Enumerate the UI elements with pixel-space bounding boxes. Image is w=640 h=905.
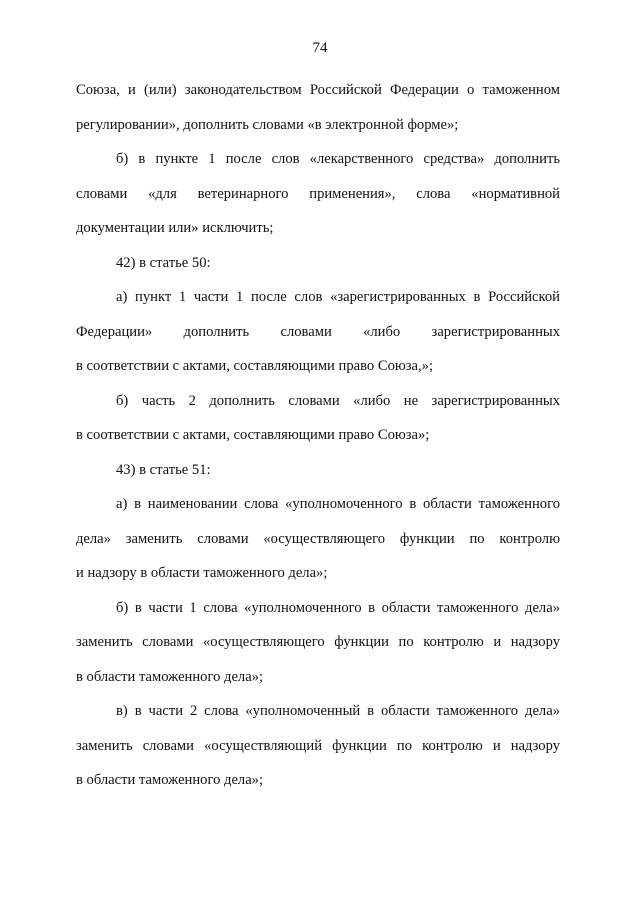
text-line: б) в части 1 слова «уполномоченного в области таможенного дела»	[116, 599, 560, 616]
text-line: документации или» исключить;	[76, 220, 274, 236]
text-line: 42) в статье 50:	[116, 254, 211, 271]
paragraph-continuation	[76, 73, 560, 142]
text-line: заменить словами «осуществляющего функции по контролю и надзору	[76, 634, 560, 650]
text-line: 43) в статье 51:	[116, 461, 211, 478]
text-line: в соответствии с актами, составляющими право Союза»;	[76, 427, 430, 443]
paragraph-a-article-51	[76, 487, 560, 591]
text-line: в) в части 2 слова «уполномоченный в области таможенного дела»	[116, 703, 560, 719]
text-line: и надзору в области таможенного дела»;	[76, 565, 328, 581]
text-line: б) часть 2 дополнить словами «либо не зарегистрированных	[116, 392, 560, 409]
text-line: Союза, и (или) законодательством Российской Федерации о таможенном	[76, 82, 560, 98]
paragraph-b-item-1	[76, 142, 560, 246]
text-line: дела» заменить словами «осуществляющего функции по контролю	[76, 530, 560, 547]
paragraph-b-article-50	[76, 384, 560, 453]
text-line: а) пункт 1 части 1 после слов «зарегистрированных в Российской	[116, 289, 560, 305]
paragraph-article-50	[76, 246, 560, 281]
paragraph-v-article-51	[76, 694, 560, 798]
paragraph-b-article-51	[76, 591, 560, 695]
text-line: а) в наименовании слова «уполномоченного в области таможенного	[116, 496, 560, 512]
document-body	[76, 73, 560, 798]
text-line: б) в пункте 1 после слов «лекарственного средства» дополнить	[116, 151, 560, 167]
paragraph-a-article-50	[76, 280, 560, 384]
paragraph-article-51	[76, 453, 560, 488]
text-line: в области таможенного дела»;	[76, 668, 264, 685]
text-line: заменить словами «осуществляющий функции по контролю и надзору	[76, 737, 560, 754]
text-line: в области таможенного дела»;	[76, 772, 264, 788]
page-number: 74	[312, 40, 328, 56]
text-line: Федерации» дополнить словами «либо зарегистрированных	[76, 323, 560, 340]
text-line: регулировании», дополнить словами «в электронной форме»;	[76, 116, 459, 133]
text-line: словами «для ветеринарного применения», слова «нормативной	[76, 185, 560, 202]
text-line: в соответствии с актами, составляющими право Союза,»;	[76, 358, 434, 374]
